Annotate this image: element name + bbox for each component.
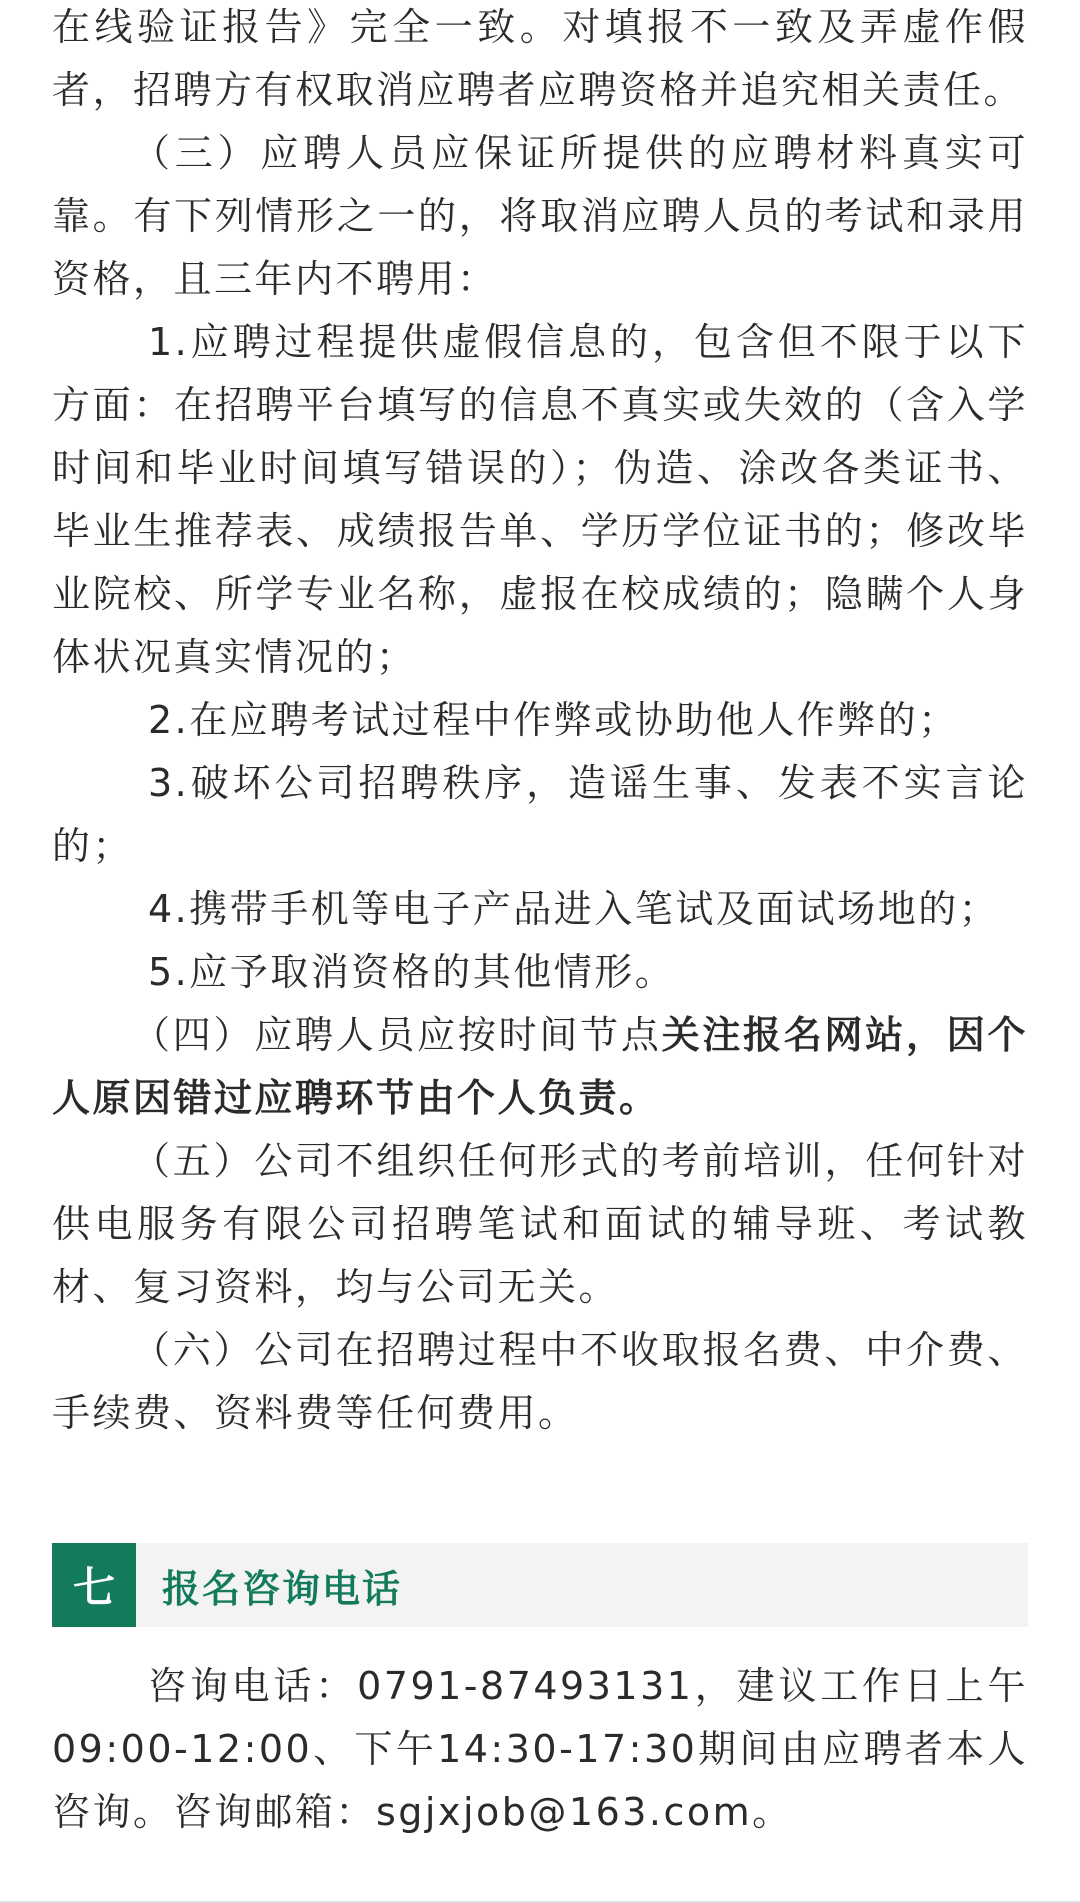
paragraph-no-fees: （六）公司在招聘过程中不收取报名费、中介费、手续费、资料费等任何费用。 xyxy=(52,1328,1028,1435)
paragraph-follow-website-emphasis: 关注报名网站，因个人原因错过应聘环节由个人负责。 xyxy=(52,1013,1028,1120)
section-header xyxy=(52,1543,1028,1627)
list-item-cheating: 2.在应聘考试过程中作弊或协助他人作弊的； xyxy=(148,698,959,742)
article-body xyxy=(52,0,1028,1844)
contact-info: 咨询电话：0791-87493131，建议工作日上午09:00-12:00、下午14:30-17:30期间由应聘者本人咨询。咨询邮箱：sgjxjob@163.com。 xyxy=(52,1664,1028,1834)
section-number-badge: 七 xyxy=(52,1543,136,1627)
spacer xyxy=(52,1445,1028,1533)
list-item-electronic-devices: 4.携带手机等电子产品进入笔试及面试场地的； xyxy=(148,887,1000,931)
paragraph-follow-website-text: （四）应聘人员应按时间节点 xyxy=(132,1013,662,1057)
paragraph-follow-website xyxy=(52,1004,1028,1130)
paragraph-material-authenticity: （三）应聘人员应保证所提供的应聘材料真实可靠。有下列情形之一的，将取消应聘人员的考试和录用资格，且三年内不聘用： xyxy=(52,131,1028,301)
list-item-false-info: 1.应聘过程提供虚假信息的，包含但不限于以下方面：在招聘平台填写的信息不真实或失效的（含入学时间和毕业时间填写错误的）；伪造、涂改各类证书、毕业生推荐表、成绩报告单、学历学位证书的；修改毕业院校、所学专业名称，虚报在校成绩的；隐瞒个人身体状况真实情况的； xyxy=(52,320,1028,679)
list-item-disrupting-order: 3.破坏公司招聘秩序，造谣生事、发表不实言论的； xyxy=(52,761,1028,868)
list-item-other: 5.应予取消资格的其他情形。 xyxy=(148,950,676,994)
paragraph-verification: 在线验证报告》完全一致。对填报不一致及弄虚作假者，招聘方有权取消应聘者应聘资格并追究相关责任。 xyxy=(52,5,1028,112)
section-title: 报名咨询电话 xyxy=(162,1566,403,1611)
paragraph-no-training: （五）公司不组织任何形式的考前培训，任何针对供电服务有限公司招聘笔试和面试的辅导班、考试教材、复习资料，均与公司无关。 xyxy=(52,1139,1028,1309)
